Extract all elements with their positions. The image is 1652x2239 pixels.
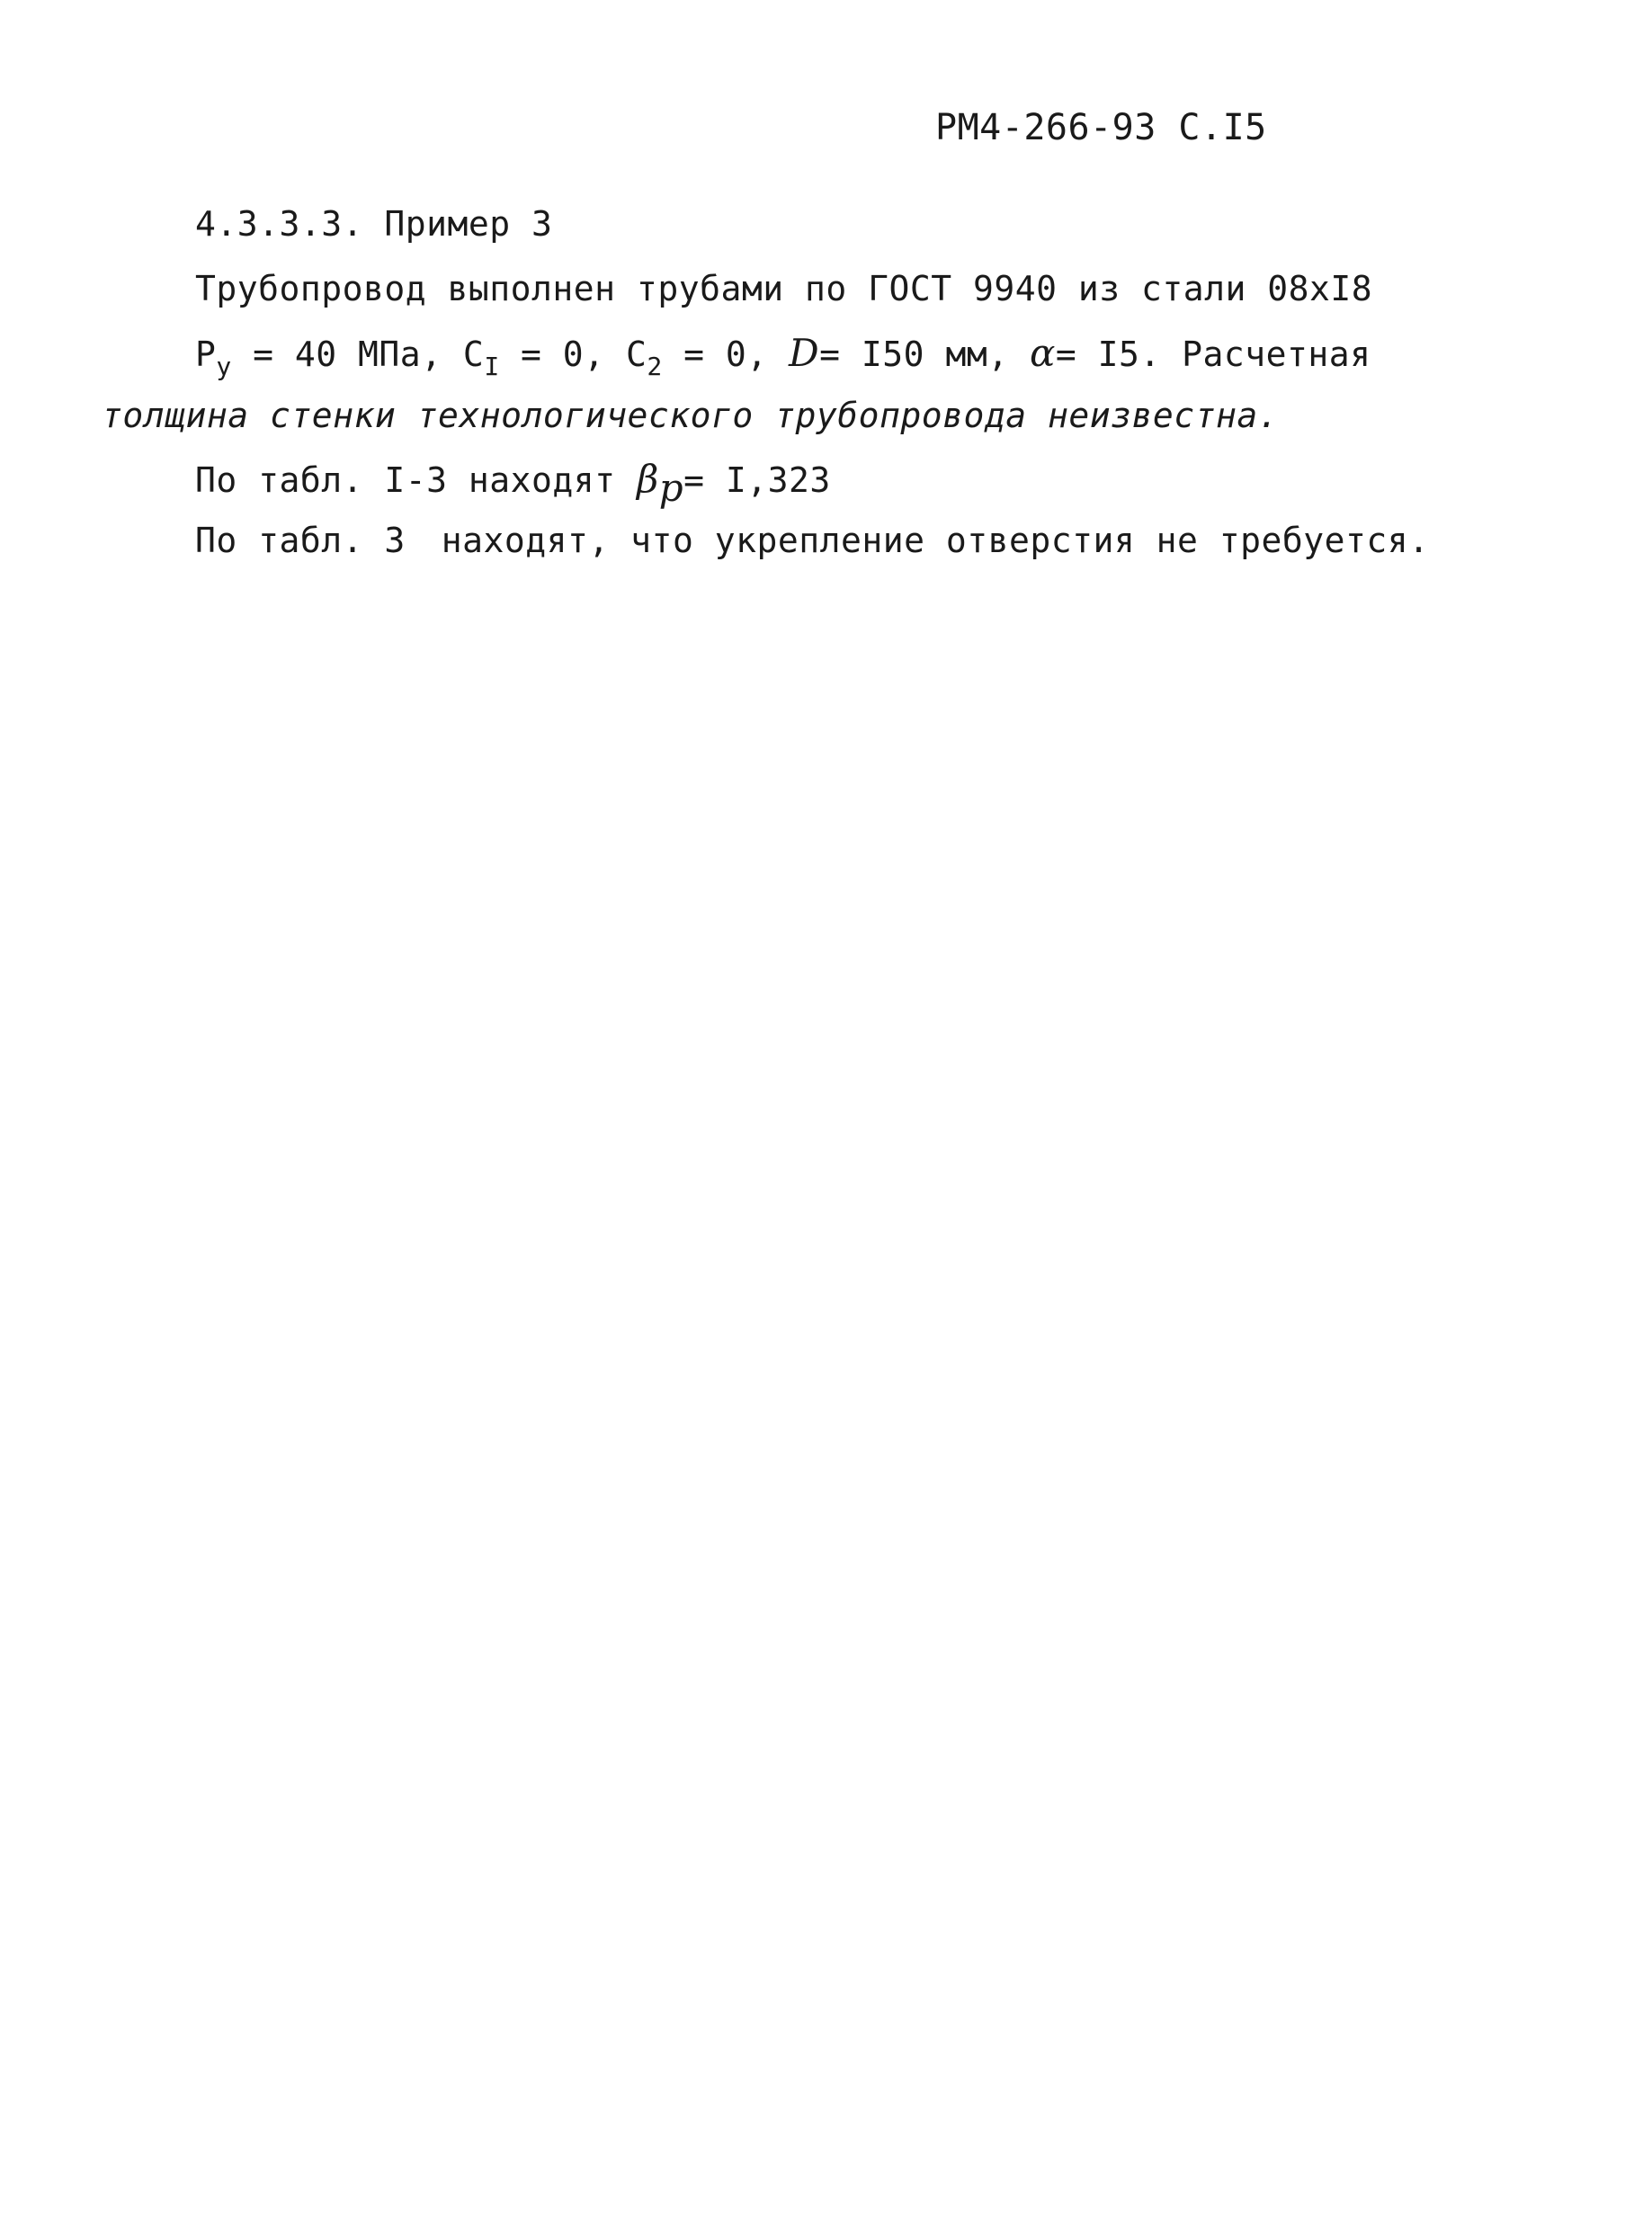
paragraph-line-1: Трубопровод выполнен трубами по ГОСТ 9940 из стали 08хI8 <box>195 269 1373 308</box>
table-reference-3: По табл. 3 <box>195 521 406 560</box>
pressure-value: = 40 МПа, <box>231 335 463 374</box>
paragraph-line-4 <box>195 457 831 510</box>
conclusion-text: находят, что укрепление отверстия не требуется. <box>441 521 1430 560</box>
c2-value: = 0, <box>662 335 789 374</box>
c2-symbol: C <box>625 335 647 374</box>
beta-value: = I,323 <box>683 460 831 500</box>
document-code-header: РМ4-266-93 С.I5 <box>935 107 1267 148</box>
pressure-symbol: P <box>195 335 217 374</box>
c2-subscript: 2 <box>647 352 663 381</box>
pressure-subscript: y <box>216 352 232 381</box>
paragraph-line-3: толщина стенки технологического трубопровода неизвестна. <box>102 396 1280 435</box>
alpha-symbol: α <box>1029 331 1056 375</box>
beta-symbol: β <box>636 457 659 501</box>
alpha-value: = I5. Расчетная <box>1055 335 1371 374</box>
table-reference-text: По табл. I-3 находят <box>195 460 637 500</box>
c1-symbol: C <box>462 335 485 374</box>
beta-subscript: р <box>658 466 684 510</box>
paragraph-line-5 <box>195 523 1430 558</box>
diameter-value: = I50 мм, <box>819 335 1030 374</box>
c1-subscript: I <box>484 352 500 381</box>
diameter-symbol: D <box>788 331 820 375</box>
paragraph-line-2 <box>195 331 1371 381</box>
section-title: 4.3.3.3. Пример 3 <box>195 204 553 244</box>
c1-value: = 0, <box>499 335 626 374</box>
